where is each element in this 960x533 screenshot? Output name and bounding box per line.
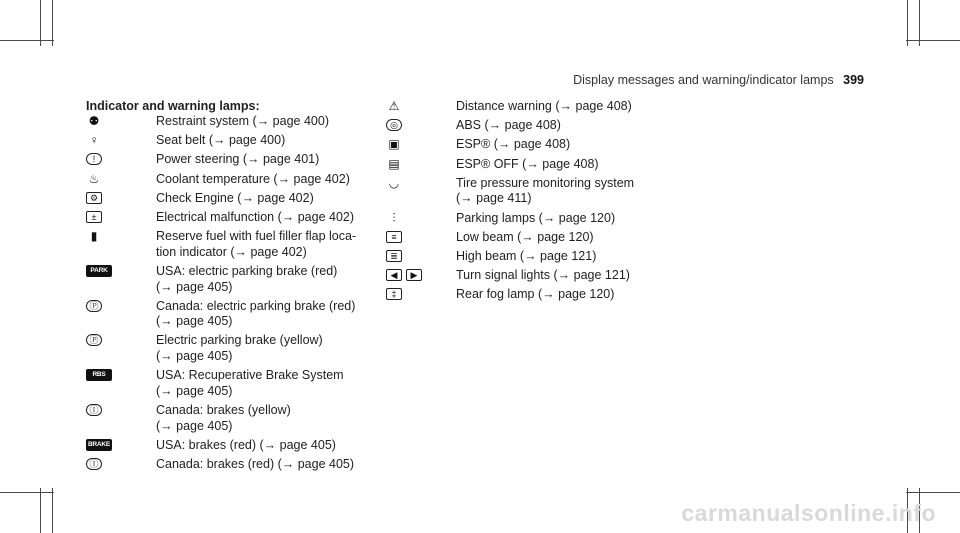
page-header	[573, 73, 864, 87]
brake-circle-icon: Ⓘ	[86, 404, 102, 416]
crop-mark	[907, 0, 908, 46]
crop-mark	[52, 488, 53, 533]
battery-icon: ±	[86, 211, 102, 223]
brake-badge-icon: BRAKE	[86, 439, 112, 451]
distance-warning-icon: ⚠	[388, 99, 400, 113]
item-text: USA: Recuperative Brake System (→ page 405)	[156, 368, 344, 398]
list-item	[386, 137, 646, 153]
crop-mark	[0, 492, 54, 493]
parking-lamps-icon: ⫶	[392, 210, 396, 225]
right-column	[386, 99, 646, 306]
list-item	[386, 268, 646, 284]
check-engine-icon: ⚙	[86, 192, 102, 204]
item-text: Tire pressure monitoring system (→ page 411)	[456, 175, 635, 206]
crop-mark	[906, 492, 960, 493]
list-item	[386, 230, 646, 246]
parking-brake-icon: Ⓟ	[86, 334, 102, 346]
parking-brake-icon: Ⓟ	[86, 300, 102, 312]
item-text: Coolant temperature (→ page 402)	[156, 171, 350, 186]
header-title: Display messages and warning/indicator lamps	[573, 73, 834, 87]
coolant-temperature-icon: ♨	[88, 171, 100, 186]
left-column	[86, 99, 376, 476]
item-text: Restraint system (→ page 400)	[156, 114, 329, 128]
list-item	[86, 438, 376, 454]
brake-circle-icon: Ⓘ	[86, 458, 102, 470]
list-item	[386, 118, 646, 134]
abs-icon: ◎	[386, 119, 402, 131]
turn-signal-icon: ◀	[386, 269, 402, 281]
item-text: ESP® (→ page 408)	[456, 137, 571, 152]
turn-signal-icon: ▶	[406, 269, 422, 281]
restraint-system-icon: ⚉	[88, 114, 100, 128]
list-item	[386, 176, 646, 207]
item-text: Low beam (→ page 120)	[456, 229, 594, 244]
list-item	[86, 264, 376, 295]
list-item	[86, 299, 376, 330]
item-text: Electric parking brake (yellow) (→ page 405)	[156, 333, 323, 364]
list-item	[86, 333, 376, 364]
watermark: carmanualsonline.info	[681, 500, 936, 526]
page-number: 399	[843, 73, 864, 87]
list-item	[86, 229, 376, 260]
list-item	[86, 152, 376, 168]
low-beam-icon: ≡	[386, 231, 402, 243]
section-title: Indicator and warning lamps:	[86, 99, 260, 113]
list-item	[86, 133, 376, 149]
item-text: USA: brakes (red) (→ page 405)	[156, 437, 336, 452]
item-text: Canada: brakes (yellow) (→ page 405)	[156, 403, 291, 433]
list-item	[386, 211, 646, 227]
power-steering-icon: !	[86, 153, 102, 165]
rear-fog-lamp-icon: ‡	[386, 288, 402, 300]
item-text: Canada: electric parking brake (red) (→ page 405)	[156, 298, 356, 329]
list-item	[386, 157, 646, 173]
crop-mark	[0, 40, 54, 41]
item-text: Reserve fuel with fuel filler flap loca- tion indicator (→ page 402)	[156, 229, 357, 259]
item-text: Check Engine (→ page 402)	[156, 190, 314, 205]
item-text: Rear fog lamp (→ page 120)	[456, 287, 615, 302]
list-item	[86, 457, 376, 473]
rbs-badge-icon: RBS	[86, 369, 112, 381]
list-item	[86, 172, 376, 188]
item-text: Canada: brakes (red) (→ page 405)	[156, 457, 355, 471]
item-text: ESP® OFF (→ page 408)	[456, 156, 599, 171]
list-item	[386, 99, 646, 115]
list-item	[86, 403, 376, 434]
list-item	[86, 210, 376, 226]
esp-icon: ▣	[388, 137, 400, 152]
tire-pressure-icon: ◡	[388, 175, 400, 190]
list-item	[86, 191, 376, 207]
fuel-pump-icon: ▮	[90, 229, 98, 244]
list-item	[86, 114, 376, 130]
item-text: ABS (→ page 408)	[456, 118, 561, 133]
crop-mark	[52, 0, 53, 46]
item-text: USA: electric parking brake (red) (→ page 405)	[156, 263, 338, 294]
item-text: Seat belt (→ page 400)	[156, 133, 286, 148]
list-item	[386, 287, 646, 303]
item-text: High beam (→ page 121)	[456, 248, 597, 263]
item-text: Turn signal lights (→ page 121)	[456, 268, 630, 283]
high-beam-icon: ≣	[386, 250, 402, 262]
list-item	[86, 368, 376, 399]
item-text: Distance warning (→ page 408)	[456, 99, 632, 113]
item-text: Power steering (→ page 401)	[156, 152, 320, 167]
seat-belt-icon: ♀	[89, 133, 99, 148]
park-badge-icon: PARK	[86, 265, 112, 277]
item-text: Parking lamps (→ page 120)	[456, 210, 616, 225]
item-text: Electrical malfunction (→ page 402)	[156, 209, 355, 224]
esp-off-icon: ▤	[388, 156, 400, 171]
crop-mark	[906, 40, 960, 41]
crop-mark	[40, 488, 41, 533]
list-item	[386, 249, 646, 265]
